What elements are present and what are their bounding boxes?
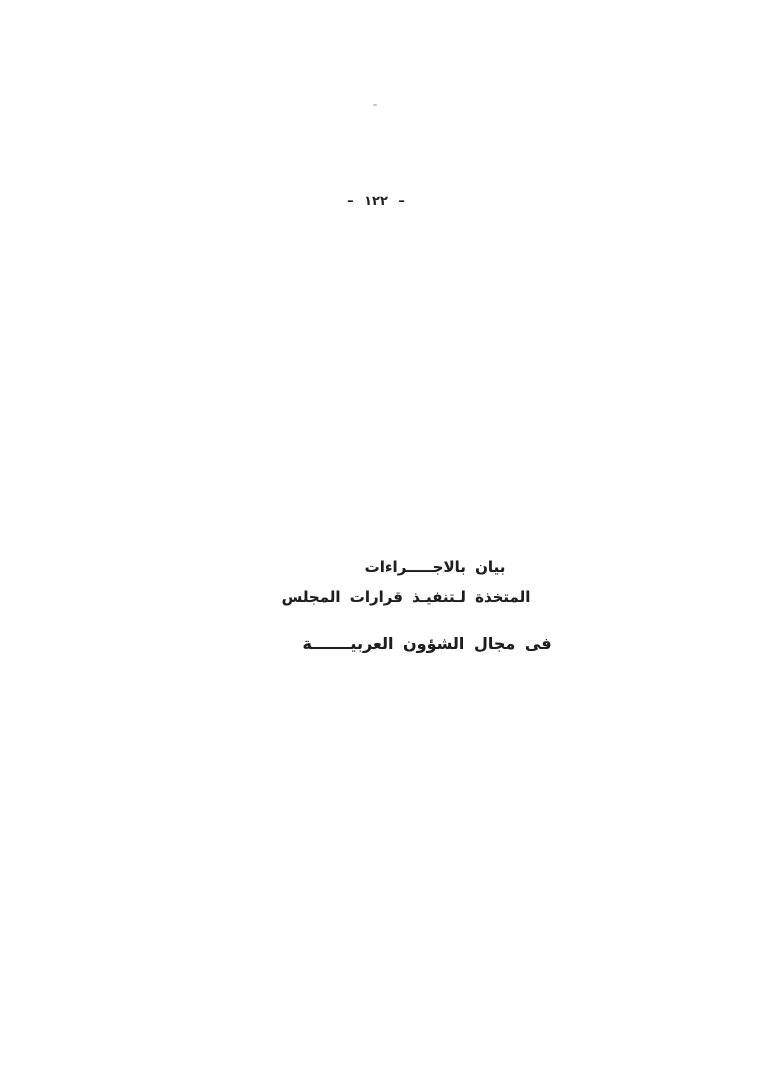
statement-title-line-1: بيان بالاجـــــراءات [364,558,506,576]
statement-title-line-3: فى مجال الشؤون العربيـــــــة [302,634,552,653]
page-number: – ١٢٢ – [347,194,405,209]
scan-artifact-speck [373,104,377,106]
statement-title-line-2: المتخذة لـتنفيـذ قرارات المجلس [281,588,531,606]
